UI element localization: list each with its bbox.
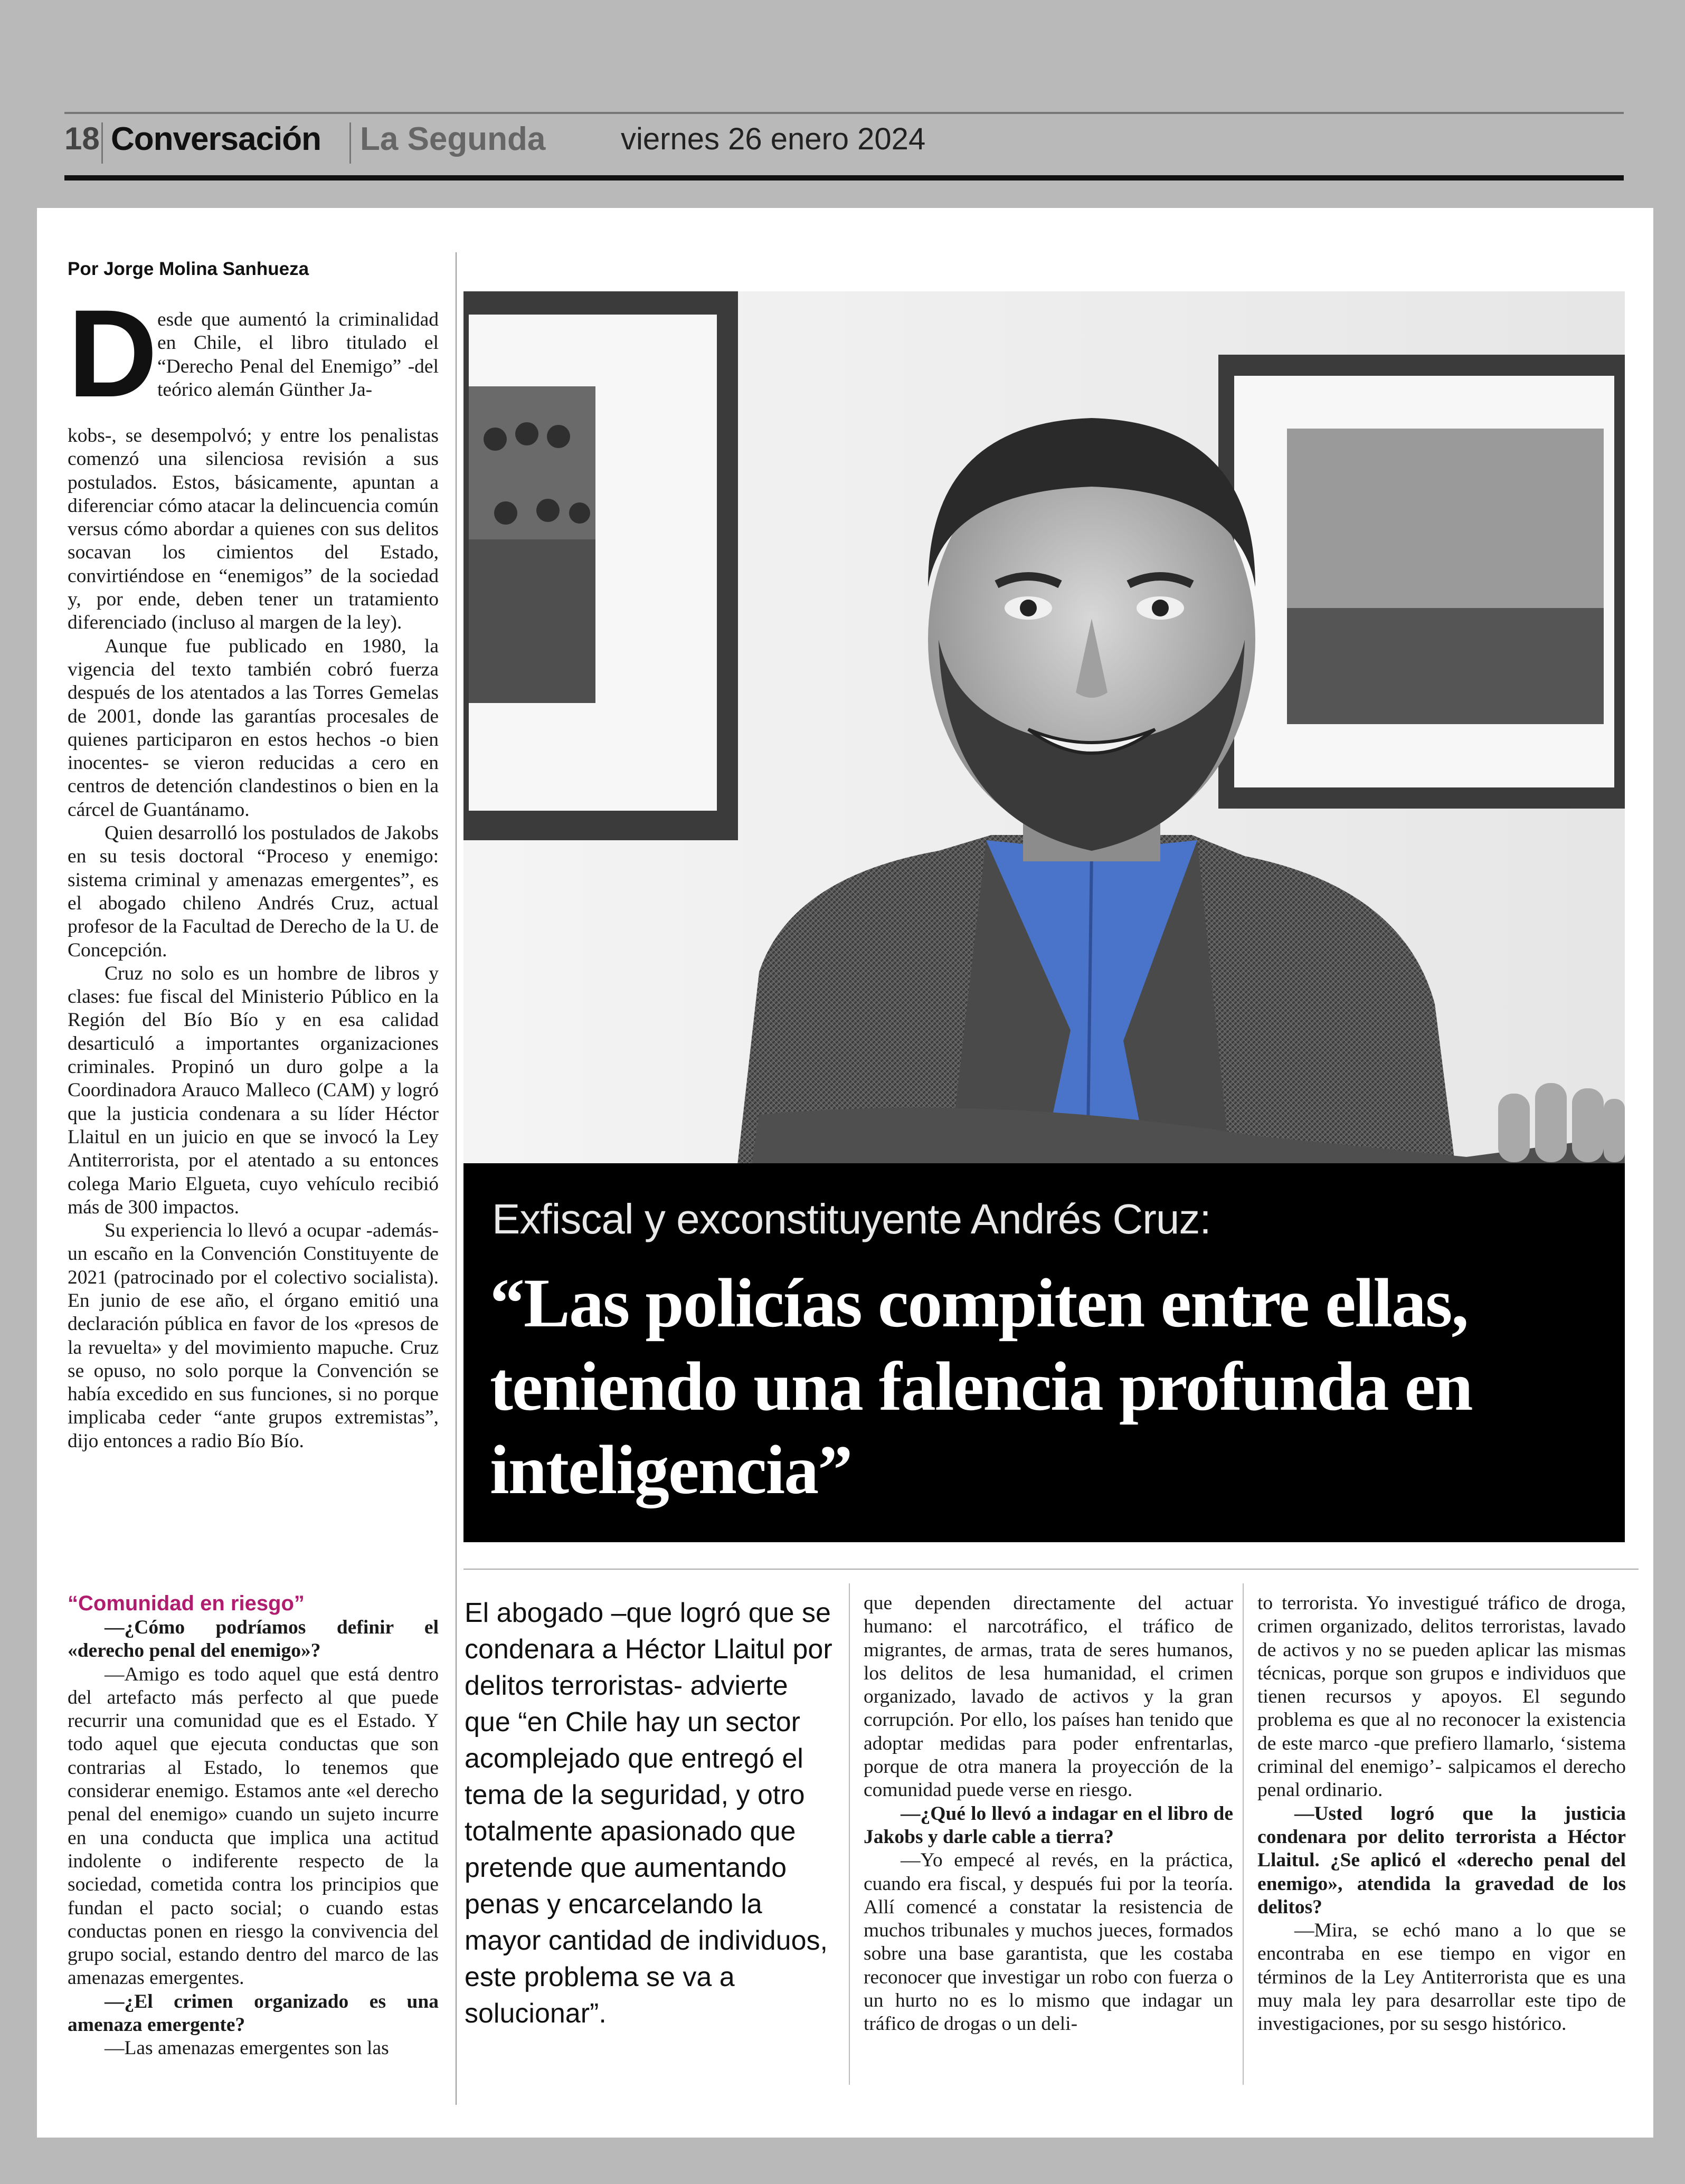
intro-first-lines [157,308,439,402]
interview-question: —Usted logró que la justicia condenara por delito terrorista a Héctor Llaitul. ¿Se aplicó el «derecho penal del enemigo», atendida la gravedad de los delitos? [1257,1802,1626,1918]
intro-paragraph: esde que aumentó la criminalidad en Chile, el libro titulado el “Derecho Penal del Enemigo” -del teórico alemán Günther Ja- [157,309,439,401]
column-divider [849,1583,850,2085]
page-number: 18 [64,121,100,156]
portrait-illustration [463,291,1625,1254]
issue-date: viernes 26 enero 2024 [621,122,926,156]
interview-question: —¿Qué lo llevó a indagar en el libro de Jakobs y darle cable a tierra? [864,1802,1233,1848]
intro-paragraph: Quien desarrolló los postulados de Jakobs en su tesis doctoral “Proceso y enemigo: sistema criminal y amenazas emergentes”, es el abogado chileno Andrés Cruz, actual profesor de la Facultad de Derecho de la U. de Concepción. [68,822,439,961]
interview-column-1 [68,1616,439,2060]
interview-answer: to terrorista. Yo investigué tráfico de droga, crimen organizado, delitos terroristas, lavado de activos y no se pueden aplicar las mismas técnicas, porque son grupos e individuos que tienen recursos y apoyos. El segundo problema es que al no reconocer la existencia de este marco -que prefiero llamarlo, ‘sistema criminal del enemigo’- salpicamos el derecho penal ordinario. [1257,1592,1626,1801]
headline-kicker: Exfiscal y exconstituyente Andrés Cruz: [492,1195,1211,1242]
intro-paragraph: Su experiencia lo llevó a ocupar -además- un escaño en la Convención Constituyente de 2021 (patrocinado por el colectivo socialista). En junio de ese año, el órgano emitió una declaración pública en favor de los «presos de la revuelta» y del movimiento mapuche. Cruz se opuso, no solo porque la Convención se había excedido en sus funciones, si no porque implicaba ceder “ante grupos extremistas”, dijo entonces a radio Bío Bío. [68,1220,439,1452]
section-name: Conversación [111,121,321,157]
interview-answer: —Las amenazas emergentes son las [105,2037,389,2059]
publication-name: La Segunda [360,121,546,157]
interview-question: —¿El crimen organizado es una amenaza emergente? [68,1990,439,2036]
interview-question: —¿Cómo podríamos definir el «derecho penal del enemigo»? [68,1617,439,1662]
interview-column-4 [1257,1592,1626,2036]
section-rule [463,1569,1639,1570]
section-subhead: “Comunidad en riesgo” [68,1592,305,1615]
interview-answer: —Mira, se echó mano a lo que se encontraba en ese tiempo en vigor en términos de la Ley Antiterrorista que es una muy mala ley para desarrollar este tipo de investigaciones, por su sesgo histórico. [1257,1920,1626,2035]
interview-answer: que dependen directamente del actuar humano: el narcotráfico, el tráfico de migrantes, de armas, trata de seres humanos, los delitos de lesa humanidad, el crimen organizado, lavado de activos y la gran corrupción. Por ello, los países han tenido que adoptar medidas para poder enfrentarlas, porque de otra manera la proyección de la comunidad puede verse en riesgo. [864,1592,1233,1801]
masthead-top-rule [64,112,1624,114]
masthead-bottom-rule [64,175,1624,181]
interview-answer: —Yo empecé al revés, en la práctica, cuando era fiscal, y después fui por la teoría. Allí comencé a constatar la resistencia de muchos tribunales y muchos jueces, formados sobre una base garantista, que les costaba reconocer que investigar un robo con fuerza o un hurto no es lo mismo que indagar un tráfico de drogas o un deli- [864,1849,1233,2035]
intro-paragraph: Aunque fue publicado en 1980, la vigencia del texto también cobró fuerza después de los atentados a las Torres Gemelas de 2001, donde las garantías procesales de quienes participaron en estos hechos -o bien inocentes- se vieron reducidas a cero en centros de detención clandestinos o bien en la cárcel de Guantánamo. [68,635,439,821]
byline: Por Jorge Molina Sanhueza [68,259,309,279]
interview-column-3 [864,1592,1233,2036]
intro-paragraph: kobs-, se desempolvó; y entre los penalistas comenzó una silenciosa revisión a sus postulados. Estos, básicamente, apuntan a diferenciar cómo atacar la delincuencia común versus cómo abordar a quienes con sus delitos socavan los cimientos del Estado, convirtiéndose en “enemigos” de la sociedad y, por ende, deben tener un tratamiento diferenciado (incluso al margen de la ley). [68,425,439,634]
portrait-photo [463,291,1625,1254]
column-divider [1243,1583,1244,2085]
intro-body [68,424,439,1453]
masthead [64,115,1624,174]
drop-cap: D [68,284,158,423]
headline: “Las policías compiten entre ellas, teniendo una falencia profunda en inteligencia” [490,1264,1472,1508]
column-divider [456,252,457,2105]
intro-paragraph: Cruz no solo es un hombre de libros y clases: fue fiscal del Ministerio Público en la Región del Bío Bío y en esa calidad desarticuló a importantes organizaciones criminales. Propinó un duro golpe a la Coordinadora Arauco Malleco (CAM) y logró que la justicia condenara a su líder Héctor Llaitul en un juicio en que se invocó la Ley Antiterrorista, por el atentado a su entonces colega Mario Elgueta, cuyo vehículo recibió más de 300 impactos. [68,962,439,1218]
masthead-divider [349,122,351,164]
deck-summary: El abogado –que logró que se condenara a Héctor Llaitul por delitos terroristas- advierte que “en Chile hay un sector acomplejado que entregó el tema de la seguridad, y otro totalmente apasionado que pretende que aumentando penas y encarcelando la mayor cantidad de individuos, este problema se va a solucionar”. [465,1598,832,2029]
interview-answer: —Amigo es todo aquel que está dentro del artefacto más perfecto al que puede recurrir una comunidad que es el Estado. Y todo aquel que ejecuta conductas que son contrarias al Estado, lo tenemos que considerar enemigo. Estamos ante «el derecho penal del enemigo» cuando un sujeto incurre en una conducta que implica una actitud indolente o indiferente respecto de la sociedad, cometida contra los principios que fundan el pacto social; o cuando estas conductas ponen en riesgo la convivencia del grupo social, estando dentro del marco de las amenazas emergentes. [68,1663,439,1989]
masthead-divider [101,122,103,164]
